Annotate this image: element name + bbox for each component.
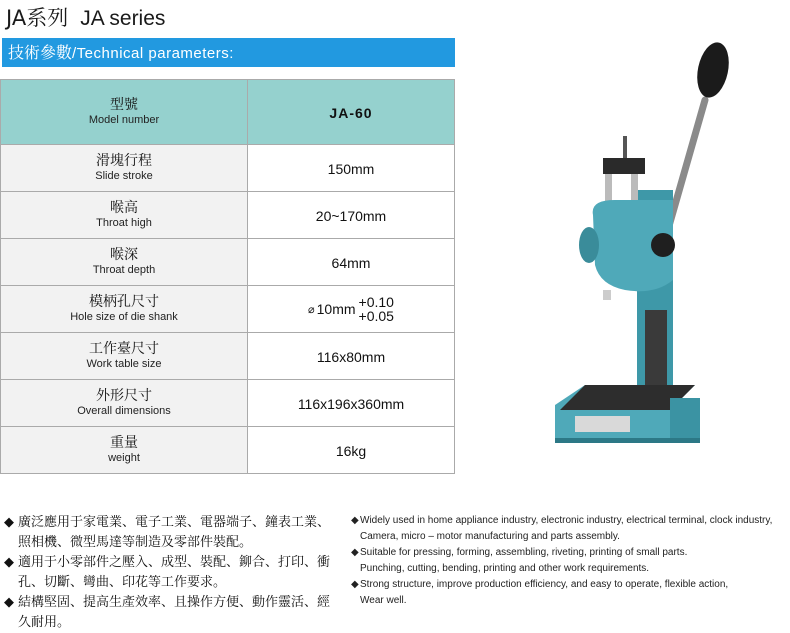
row-label-en: Throat high <box>96 217 152 229</box>
base-shadow <box>555 438 700 443</box>
list-item <box>351 545 790 577</box>
note-text: 結構堅固、提高生產效率、且操作方便、動作靈活、經久耐用。 <box>18 595 331 630</box>
table-row <box>1 427 455 474</box>
spec-header-value-cell <box>248 80 455 145</box>
row-label-zh: 重量 <box>110 435 138 451</box>
note-text: Camera, micro – motor manufacturing and parts assembly. <box>360 531 620 542</box>
row-value-cell <box>248 380 455 427</box>
ram-top-pin <box>623 136 627 158</box>
bullet-icon: ◆ <box>4 555 14 570</box>
table-row <box>1 333 455 380</box>
row-label-en: weight <box>108 452 140 464</box>
row-label-en: Throat depth <box>92 264 156 276</box>
model-number-value: JA-60 <box>329 104 373 121</box>
row-label-zh: 喉高 <box>110 200 138 216</box>
nameplate <box>575 416 630 432</box>
row-label-en: Work table size <box>86 358 162 370</box>
note-text: Wear well. <box>360 595 407 606</box>
model-number-label-en: Model number <box>88 114 160 126</box>
base-side <box>670 398 700 440</box>
row-label-zh: 喉深 <box>110 247 138 263</box>
note-text: Widely used in home appliance industry, electronic industry, electrical terminal, clock industry, <box>360 515 773 526</box>
feature-notes-en <box>351 513 790 609</box>
table-row <box>1 192 455 239</box>
bullet-icon: ◆ <box>4 595 14 610</box>
row-value-cell <box>248 239 455 286</box>
page-title <box>6 2 165 32</box>
row-label-cell <box>1 239 248 286</box>
note-text: 廣泛應用于家電業、電子工業、電器端子、鐘表工業、照相機、微型馬達等制造及零部件裝配。 <box>18 515 331 550</box>
row-label-cell <box>1 427 248 474</box>
ram-cap <box>603 158 645 174</box>
arbor-press-image <box>545 40 745 460</box>
section-banner <box>2 38 455 67</box>
spec-table <box>0 79 455 474</box>
row-value: 16kg <box>335 442 367 459</box>
row-value: 20~170mm <box>315 207 387 224</box>
list-item <box>4 593 339 633</box>
row-value-cell <box>248 333 455 380</box>
row-label-cell <box>1 192 248 239</box>
row-label-cell <box>1 145 248 192</box>
pinion-hub <box>651 233 675 257</box>
bullet-icon: ◆ <box>4 515 14 530</box>
title-zh: JA系列 <box>6 6 69 30</box>
row-label-cell <box>1 333 248 380</box>
note-text: Suitable for pressing, forming, assembling, riveting, printing of small parts. <box>360 547 688 558</box>
row-label-zh: 外形尺寸 <box>96 388 152 404</box>
tolerance-upper: +0.10 <box>358 294 394 310</box>
pinion-cover <box>579 227 599 263</box>
tolerance-stack <box>359 295 394 323</box>
list-item <box>4 553 339 593</box>
spec-header-label <box>1 80 248 145</box>
spec-header-row <box>1 80 455 145</box>
row-label-en: Slide stroke <box>95 170 153 182</box>
row-label-cell <box>1 380 248 427</box>
row-value-cell <box>248 192 455 239</box>
model-number-label-zh: 型號 <box>110 97 138 113</box>
ram-guide <box>645 310 667 390</box>
row-label-en: Overall dimensions <box>77 405 171 417</box>
die-shank <box>603 290 611 300</box>
note-text: Strong structure, improve production efficiency, and easy to operate, flexible action, <box>360 579 729 590</box>
row-value: 116x80mm <box>316 348 386 365</box>
row-label-cell <box>1 286 248 333</box>
banner-label-en: /Technical parameters: <box>72 45 234 62</box>
table-row <box>1 145 455 192</box>
row-value-cell <box>248 286 455 333</box>
bullet-icon: ◆ <box>351 579 359 590</box>
list-item <box>351 513 790 545</box>
diameter-symbol: ⌀ <box>308 303 315 316</box>
title-en: JA series <box>80 7 166 30</box>
feature-notes-zh <box>4 513 339 633</box>
row-label-zh: 工作臺尺寸 <box>89 341 159 357</box>
note-text: 適用于小零部件之壓入、成型、裝配、鉚合、打印、衝孔、切斷、彎曲、印花等工作要求。 <box>18 555 331 590</box>
table-row <box>1 239 455 286</box>
lever-knob <box>693 40 734 101</box>
row-value: 116x196x360mm <box>297 395 405 412</box>
table-row <box>1 380 455 427</box>
list-item <box>4 513 339 553</box>
row-value-cell <box>248 427 455 474</box>
row-value: 150mm <box>327 160 375 177</box>
shank-hole-value <box>308 295 394 323</box>
row-label-zh: 滑塊行程 <box>96 153 152 169</box>
bullet-icon: ◆ <box>351 515 359 526</box>
bullet-icon: ◆ <box>351 547 359 558</box>
banner-label-zh: 技術參數 <box>8 43 73 62</box>
note-text: Punching, cutting, bending, printing and other work requirements. <box>360 563 650 574</box>
row-label-en: Hole size of die shank <box>70 311 178 323</box>
tolerance-lower: +0.05 <box>358 308 394 324</box>
shank-hole-nominal: 10mm <box>316 301 356 317</box>
row-value-cell <box>248 145 455 192</box>
row-label-zh: 模柄孔尺寸 <box>89 294 159 310</box>
list-item <box>351 577 790 609</box>
table-row <box>1 286 455 333</box>
row-value: 64mm <box>331 254 371 271</box>
